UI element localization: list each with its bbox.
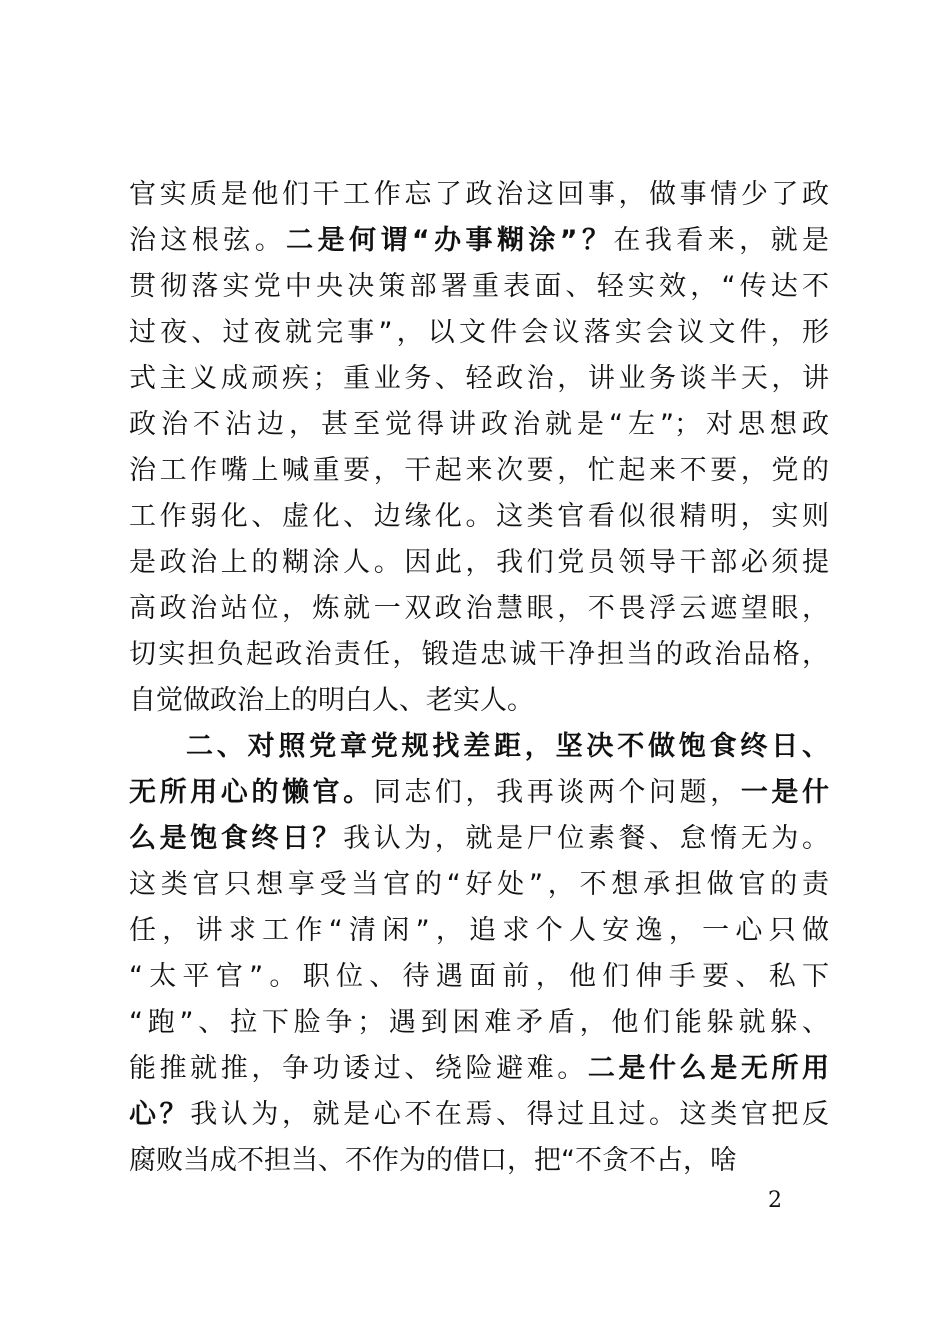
text-line [129, 816, 829, 862]
text-line [129, 862, 829, 908]
bold-text: 无所用心的懒官。 [129, 777, 374, 808]
text-run: 能推就推，争功诿过、绕险避难。 [129, 1053, 588, 1084]
text-line [129, 172, 829, 218]
text-run: “太平官”。职位、待遇面前，他们伸手要、私下 [129, 961, 829, 992]
bold-text: 心？ [129, 1099, 191, 1130]
text-run: 切实担负起政治责任，锻造忠诚干净担当的政治品格， [129, 639, 829, 670]
text-line [129, 402, 829, 448]
text-line [129, 1092, 829, 1138]
text-run: 治工作嘴上喊重要，干起来次要，忙起来不要，党的 [129, 455, 829, 486]
text-run: 我认为，就是尸位素餐、怠惰无为。 [343, 823, 830, 854]
text-line [129, 678, 829, 724]
text-run: 贯彻落实党中央决策部署重表面、轻实效，“传达不 [129, 271, 829, 302]
text-run: 自觉做政治上的明白人、老实人。 [129, 685, 534, 716]
bold-text: 么是饱食终日？ [129, 823, 344, 854]
text-line [129, 264, 829, 310]
text-run: “跑”、拉下脸争；遇到困难矛盾，他们能躲就躲、 [129, 1007, 829, 1038]
text-run: 工作弱化、虚化、边缘化。这类官看似很精明，实则 [129, 501, 829, 532]
text-run: 腐败当成不担当、不作为的借口，把“不贪不占，啥 [129, 1145, 737, 1176]
text-line [129, 770, 829, 816]
text-run: 官实质是他们干工作忘了政治这回事，做事情少了政 [129, 179, 829, 210]
text-line [186, 724, 829, 770]
bold-text: 一是什 [740, 777, 830, 808]
text-line [129, 448, 829, 494]
page-number: 2 [768, 1188, 782, 1213]
text-line [129, 540, 829, 586]
text-run: 高政治站位，炼就一双政治慧眼，不畏浮云遮望眼， [129, 593, 829, 624]
text-run: 式主义成顽疾；重业务、轻政治，讲业务谈半天，讲 [129, 363, 829, 394]
text-run: 我认为，就是心不在焉、得过且过。这类官把反 [190, 1099, 830, 1130]
text-run: 同志们，我再谈两个问题， [373, 777, 741, 808]
text-run: 任，讲求工作“清闲”，追求个人安逸，一心只做 [129, 915, 829, 946]
text-line [129, 494, 829, 540]
text-line [129, 586, 829, 632]
text-line [129, 1000, 829, 1046]
text-line [129, 310, 829, 356]
text-run: 这类官只想享受当官的“好处”，不想承担做官的责 [129, 869, 829, 900]
text-line [129, 1138, 829, 1184]
text-line [129, 632, 829, 678]
text-run: 政治不沾边，甚至觉得讲政治就是“左”；对思想政 [129, 409, 829, 440]
text-line [129, 218, 829, 264]
text-line [129, 1046, 829, 1092]
bold-text: 二是什么是无所用 [587, 1053, 830, 1084]
bold-text: 二是何谓“办事糊涂”？ [286, 225, 614, 256]
text-run: 过夜、过夜就完事”，以文件会议落实会议文件，形 [129, 317, 829, 348]
text-run: 是政治上的糊涂人。因此，我们党员领导干部必须提 [129, 547, 829, 578]
bold-text: 二、对照党章党规找差距，坚决不做饱食终日、 [186, 731, 829, 762]
text-run: 治这根弦。 [129, 225, 287, 256]
text-line [129, 908, 829, 954]
text-line [129, 356, 829, 402]
text-run: 在我看来，就是 [613, 225, 830, 256]
text-line [129, 954, 829, 1000]
